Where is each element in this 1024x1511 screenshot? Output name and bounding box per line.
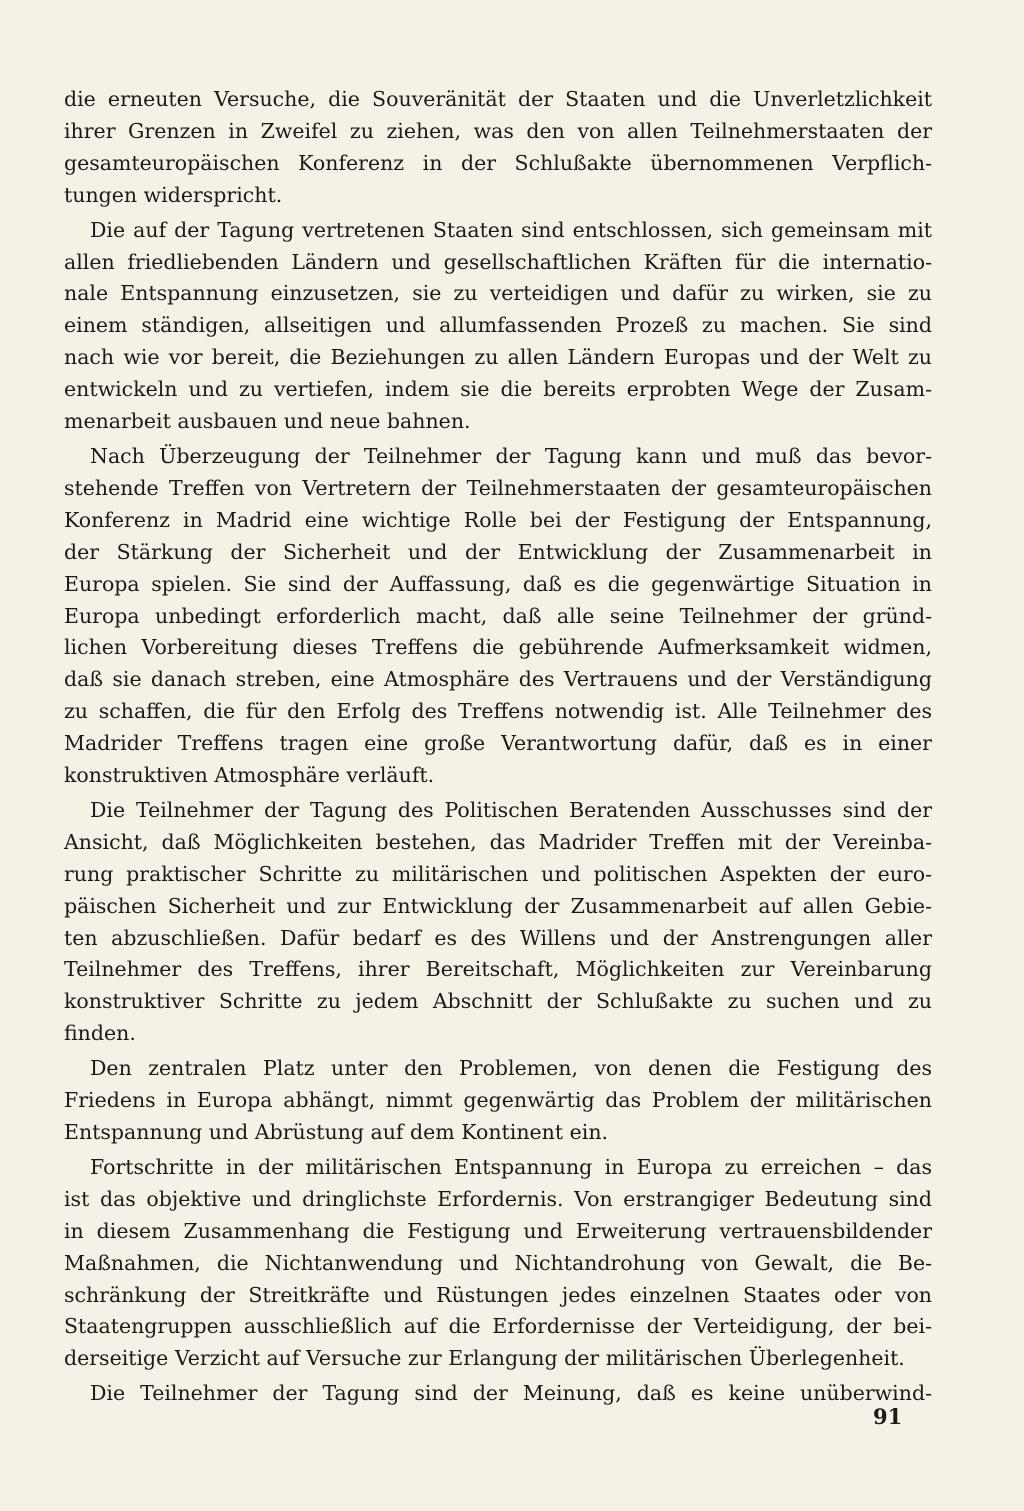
text-line: stehende Treffen von Vertretern der Teilnehmerstaaten der gesamteuropäischen [64,475,932,500]
text-line: Den zentralen Platz unter den Problemen, von denen die Festigung des [90,1056,932,1081]
text-line: derseitige Verzicht auf Versuche zur Erlangung der militärischen Überlegenheit. [64,1346,905,1371]
text-line: Entspannung und Abrüstung auf dem Kontinent ein. [64,1120,609,1144]
paragraph [64,441,932,792]
text-line: einem ständigen, allseitigen und allumfassenden Prozeß zu machen. Sie sind [64,313,932,338]
paragraph [64,1378,932,1410]
text-line: Ansicht, daß Möglichkeiten bestehen, das Madrider Treffen mit der Vereinba- [64,829,932,854]
text-line: konstruktiven Atmosphäre verläuft. [64,763,435,788]
text-line: entwickeln und zu vertiefen, indem sie die bereits erprobten Wege der Zusam- [64,377,932,402]
text-line: daß sie danach streben, eine Atmosphäre des Vertrauens und der Verständigung [64,667,932,692]
text-line: zu schaffen, die für den Erfolg des Treffens notwendig ist. Alle Teilnehmer des [64,699,932,724]
paragraph [64,795,932,1050]
text-line: Teilnehmer des Treffens, ihrer Bereitschaft, Möglichkeiten zur Vereinbarung [64,957,932,982]
text-line: Die Teilnehmer der Tagung des Politischen Beratenden Ausschusses sind der [90,797,932,822]
text-line: nale Entspannung einzusetzen, sie zu verteidigen und dafür zu wirken, sie zu [64,281,932,306]
text-line: ten abzuschließen. Dafür bedarf es des Willens und der Anstrengungen aller [64,925,932,950]
page-number: 91 [873,1404,903,1429]
text-line: gesamteuropäischen Konferenz in der Schlußakte übernommenen Verpflich- [64,150,932,175]
text-line: päischen Sicherheit und zur Entwicklung der Zusammenarbeit auf allen Gebie- [64,893,932,918]
body-text [64,84,932,1413]
text-line: finden. [64,1021,136,1046]
paragraph [64,215,932,438]
text-line: Nach Überzeugung der Teilnehmer der Tagung kann und muß das bevor- [90,443,932,468]
text-line: Fortschritte in der militärischen Entspannung in Europa zu erreichen – das [90,1154,932,1179]
text-line: die erneuten Versuche, die Souveränität der Staaten und die Unverletzlichkeit [64,87,932,111]
text-line: konstruktiver Schritte zu jedem Abschnitt der Schlußakte zu suchen und zu [64,989,932,1014]
text-line: Maßnahmen, die Nichtanwendung und Nichtandrohung von Gewalt, die Be- [64,1250,932,1275]
text-line: ihrer Grenzen in Zweifel zu ziehen, was den von allen Teilnehmerstaaten der [64,118,932,143]
text-line: nach wie vor bereit, die Beziehungen zu allen Ländern Europas und der Welt zu [64,345,932,370]
text-line: Europa spielen. Sie sind der Auffassung, daß es die gegenwärtige Situation in [64,571,932,596]
paragraph [64,1152,932,1375]
text-line: Madrider Treffens tragen eine große Verantwortung dafür, daß es in einer [64,731,932,756]
text-line: Die Teilnehmer der Tagung sind der Meinung, daß es keine unüberwind- [90,1381,932,1406]
text-line: tungen widerspricht. [64,182,283,207]
text-line: menarbeit ausbauen und neue bahnen. [64,409,471,434]
paragraph [64,1053,932,1149]
text-line: Die auf der Tagung vertretenen Staaten sind entschlossen, sich gemeinsam mit [90,217,932,242]
text-line: ist das objektive und dringlichste Erfordernis. Von erstrangiger Bedeutung sind [64,1186,932,1211]
text-line: Staatengruppen ausschließlich auf die Erfordernisse der Verteidigung, der bei- [64,1314,932,1339]
text-line: Friedens in Europa abhängt, nimmt gegenwärtig das Problem der militärischen [64,1088,932,1113]
paragraph [64,84,932,212]
text-line: Konferenz in Madrid eine wichtige Rolle bei der Festigung der Entspannung, [64,507,932,532]
text-line: allen friedliebenden Ländern und gesellschaftlichen Kräften für die internatio- [64,249,932,274]
text-line: lichen Vorbereitung dieses Treffens die gebührende Aufmerksamkeit widmen, [64,635,932,660]
text-line: rung praktischer Schritte zu militärischen und politischen Aspekten der euro- [64,861,932,886]
text-line: schränkung der Streitkräfte und Rüstungen jedes einzelnen Staates oder von [64,1282,932,1307]
text-line: in diesem Zusammenhang die Festigung und Erweiterung vertrauensbildender [64,1218,932,1243]
text-line: der Stärkung der Sicherheit und der Entwicklung der Zusammenarbeit in [64,539,932,564]
text-line: Europa unbedingt erforderlich macht, daß alle seine Teilnehmer der gründ- [64,603,932,628]
